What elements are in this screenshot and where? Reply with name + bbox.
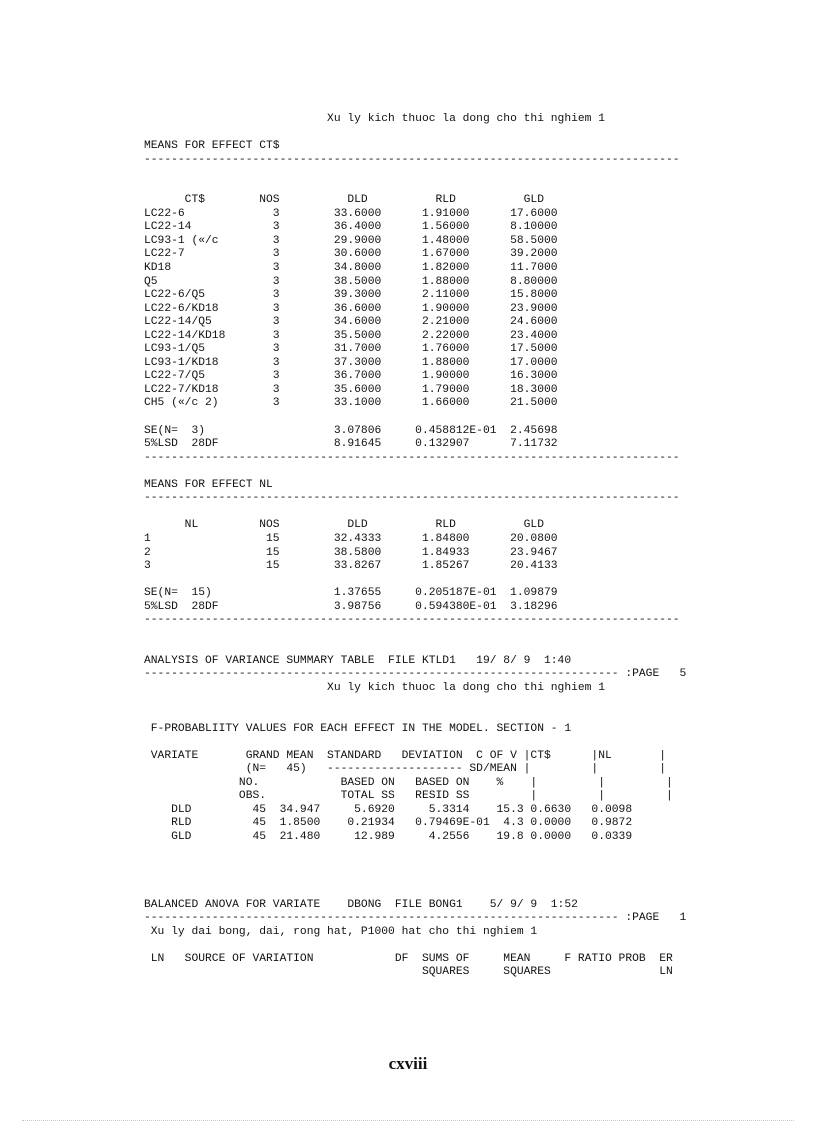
printout-line: ---------------------------------------------------------------------- :PAGE 1	[144, 912, 687, 925]
printout-line: 1 15 32.4333 1.84800 20.0800	[144, 532, 558, 545]
printout-line: LC93-1/Q5 3 31.7000 1.76000 17.5000	[144, 343, 558, 356]
printout-line: VARIATE GRAND MEAN STANDARD DEVIATION C OF V |CT$ |NL |	[144, 749, 667, 762]
printout-line: 5%LSD 28DF 8.91645 0.132907 7.11732	[144, 438, 558, 451]
printout-line	[136, 885, 678, 899]
printout-line: MEANS FOR EFFECT CT$	[144, 140, 280, 153]
printout-line: Xu ly kich thuoc la dong cho thi nghiem 1	[144, 681, 605, 694]
printout-line	[144, 696, 686, 710]
statistics-printout	[144, 113, 686, 980]
printout-line	[144, 506, 686, 520]
printout-line: RLD 45 1.8500 0.21934 0.79469E-01 4.3 0.0000 0.9872	[144, 817, 633, 830]
printout-line: -------------------------------------------------------------------------------	[144, 451, 680, 464]
printout-line: OBS. TOTAL SS RESID SS | | |	[144, 790, 673, 803]
printout-line: NO. BASED ON BASED ON % | | |	[144, 776, 673, 789]
printout-line	[144, 939, 686, 953]
printout-line	[144, 845, 686, 859]
printout-line: Q5 3 38.5000 1.88000 8.80000	[144, 275, 558, 288]
printout-line	[144, 411, 686, 425]
printout-line: LC93-1/KD18 3 37.3000 1.88000 17.0000	[144, 356, 558, 369]
printout-line	[144, 574, 686, 588]
printout-line	[144, 167, 686, 181]
printout-line: -------------------------------------------------------------------------------	[144, 614, 680, 627]
printout-line	[144, 127, 686, 141]
printout-line: Xu ly kich thuoc la dong cho thi nghiem 1	[144, 113, 605, 125]
printout-line	[144, 736, 686, 750]
printout-line: ---------------------------------------------------------------------- :PAGE 5	[144, 668, 687, 681]
printout-line: -------------------------------------------------------------------------------	[144, 492, 680, 505]
printout-line: 2 15 38.5800 1.84933 23.9467	[144, 546, 558, 559]
printout-line	[144, 465, 686, 479]
page-bottom-divider	[22, 1120, 794, 1121]
printout-line	[144, 709, 686, 723]
printout-line: ANALYSIS OF VARIANCE SUMMARY TABLE FILE KTLD1 19/ 8/ 9 1:40	[144, 654, 572, 667]
printout-line: LN SOURCE OF VARIATION DF SUMS OF MEAN F RATIO PROB ER	[144, 952, 673, 965]
printout-line: (N= 45) -------------------- SD/MEAN | | |	[144, 763, 667, 776]
printout-line: BALANCED ANOVA FOR VARIATE DBONG FILE BONG1 5/ 9/ 9 1:52	[144, 898, 578, 911]
printout-line	[136, 872, 678, 886]
page-number: cxviii	[388, 1054, 428, 1073]
printout-line: SE(N= 3) 3.07806 0.458812E-01 2.45698	[144, 424, 558, 437]
printout-line: LC22-7/Q5 3 36.7000 1.90000 16.3000	[144, 370, 558, 383]
printout-line	[144, 858, 686, 872]
printout-line: F-PROBABLIITY VALUES FOR EACH EFFECT IN THE MODEL. SECTION - 1	[144, 722, 572, 735]
printout-line: SE(N= 15) 1.37655 0.205187E-01 1.09879	[144, 587, 558, 600]
printout-line	[144, 628, 686, 642]
printout-line: SQUARES SQUARES LN	[144, 966, 673, 979]
printout-line: LC22-7/KD18 3 35.6000 1.79000 18.3000	[144, 383, 558, 396]
printout-line: 3 15 33.8267 1.85267 20.4133	[144, 560, 558, 573]
printout-line: GLD 45 21.480 12.989 4.2556 19.8 0.0000 0.0339	[144, 830, 633, 843]
printout-line: LC22-14 3 36.4000 1.56000 8.10000	[144, 221, 558, 234]
printout-line: 5%LSD 28DF 3.98756 0.594380E-01 3.18296	[144, 600, 558, 613]
printout-line: LC22-7 3 30.6000 1.67000 39.2000	[144, 248, 558, 261]
printout-line	[144, 641, 686, 655]
printout-line: LC22-6 3 33.6000 1.91000 17.6000	[144, 207, 558, 220]
printout-line: LC22-6/Q5 3 39.3000 2.11000 15.8000	[144, 289, 558, 302]
printout-line: LC22-14/KD18 3 35.5000 2.22000 23.4000	[144, 329, 558, 342]
printout-line: Xu ly dai bong, dai, rong hat, P1000 hat cho thi nghiem 1	[144, 925, 538, 938]
printout-line: MEANS FOR EFFECT NL	[144, 478, 273, 491]
printout-line: KD18 3 34.8000 1.82000 11.7000	[144, 262, 558, 275]
printout-line	[144, 181, 686, 195]
printout-line: LC22-6/KD18 3 36.6000 1.90000 23.9000	[144, 302, 558, 315]
printout-line: NL NOS DLD RLD GLD	[144, 519, 544, 532]
printout-line: LC93-1 («/c 3 29.9000 1.48000 58.5000	[144, 234, 558, 247]
printout-line: -------------------------------------------------------------------------------	[144, 153, 680, 166]
printout-line: CT$ NOS DLD RLD GLD	[144, 194, 544, 207]
printout-line: DLD 45 34.947 5.6920 5.3314 15.3 0.6630 0.0098	[144, 803, 633, 816]
printout-line: CH5 («/c 2) 3 33.1000 1.66000 21.5000	[144, 397, 558, 410]
printout-line: LC22-14/Q5 3 34.6000 2.21000 24.6000	[144, 316, 558, 329]
